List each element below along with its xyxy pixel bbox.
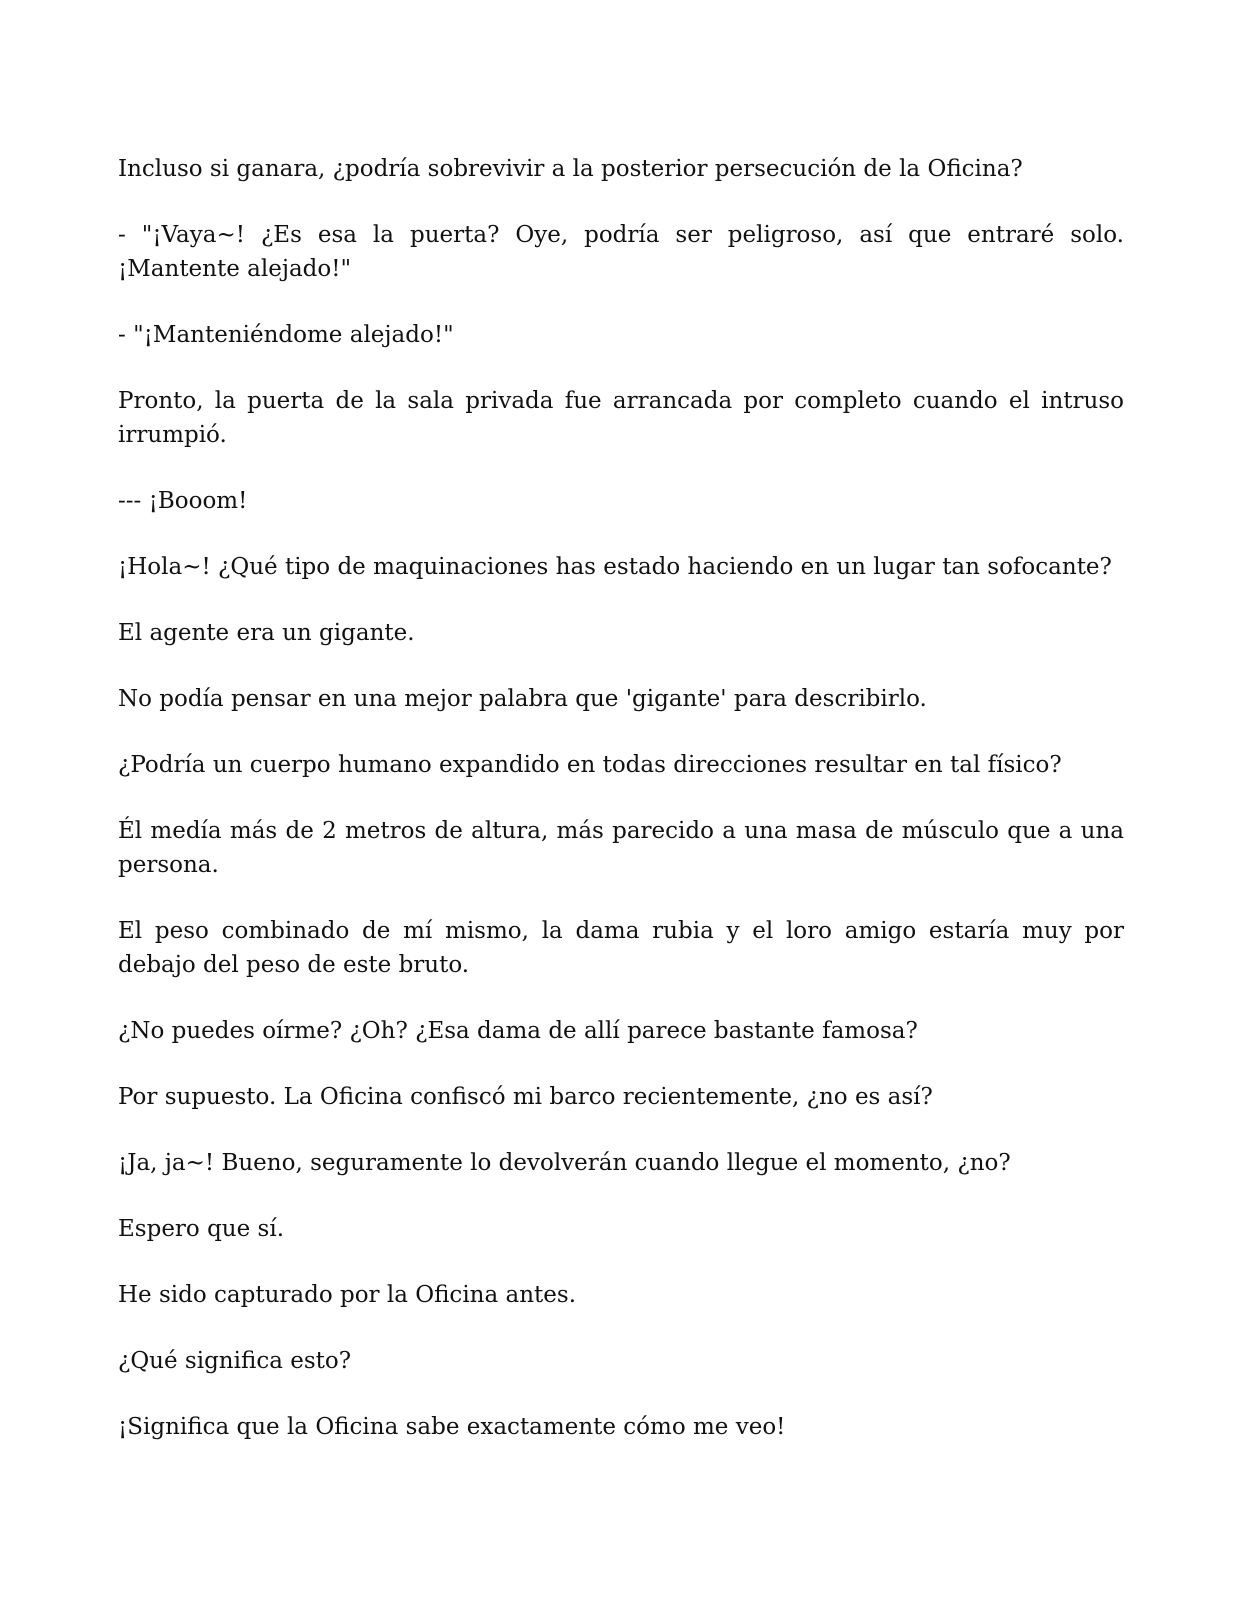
- paragraph-10: Él medía más de 2 metros de altura, más parecido a una masa de músculo que a una persona.: [118, 818, 1124, 878]
- paragraph-8: No podía pensar en una mejor palabra que 'gigante' para describirlo.: [118, 686, 927, 712]
- paragraph-5: --- ¡Booom!: [118, 488, 248, 514]
- paragraph-9: ¿Podría un cuerpo humano expandido en todas direcciones resultar en tal físico?: [118, 752, 1062, 778]
- paragraph-13: Por supuesto. La Oficina confiscó mi barco recientemente, ¿no es así?: [118, 1084, 933, 1110]
- paragraph-15: Espero que sí.: [118, 1216, 285, 1242]
- paragraph-2: - "¡Vaya~! ¿Es esa la puerta? Oye, podría ser peligroso, así que entraré solo. ¡Mantente alejado!": [118, 222, 1124, 282]
- paragraph-6: ¡Hola~! ¿Qué tipo de maquinaciones has estado haciendo en un lugar tan sofocante?: [118, 554, 1112, 580]
- paragraph-7: El agente era un gigante.: [118, 620, 415, 646]
- paragraph-12: ¿No puedes oírme? ¿Oh? ¿Esa dama de allí parece bastante famosa?: [118, 1018, 918, 1044]
- paragraph-3: - "¡Manteniéndome alejado!": [118, 322, 454, 348]
- paragraph-1: Incluso si ganara, ¿podría sobrevivir a la posterior persecución de la Oficina?: [118, 156, 1023, 182]
- paragraph-16: He sido capturado por la Oficina antes.: [118, 1282, 577, 1308]
- paragraph-4: Pronto, la puerta de la sala privada fue arrancada por completo cuando el intruso irrumpió.: [118, 388, 1124, 448]
- paragraph-14: ¡Ja, ja~! Bueno, seguramente lo devolverán cuando llegue el momento, ¿no?: [118, 1150, 1011, 1176]
- paragraph-11: El peso combinado de mí mismo, la dama rubia y el loro amigo estaría muy por debajo del peso de este bruto.: [118, 918, 1124, 978]
- paragraph-18: ¡Significa que la Oficina sabe exactamente cómo me veo!: [118, 1414, 786, 1440]
- document-body: [118, 152, 1124, 1476]
- paragraph-17: ¿Qué significa esto?: [118, 1348, 352, 1374]
